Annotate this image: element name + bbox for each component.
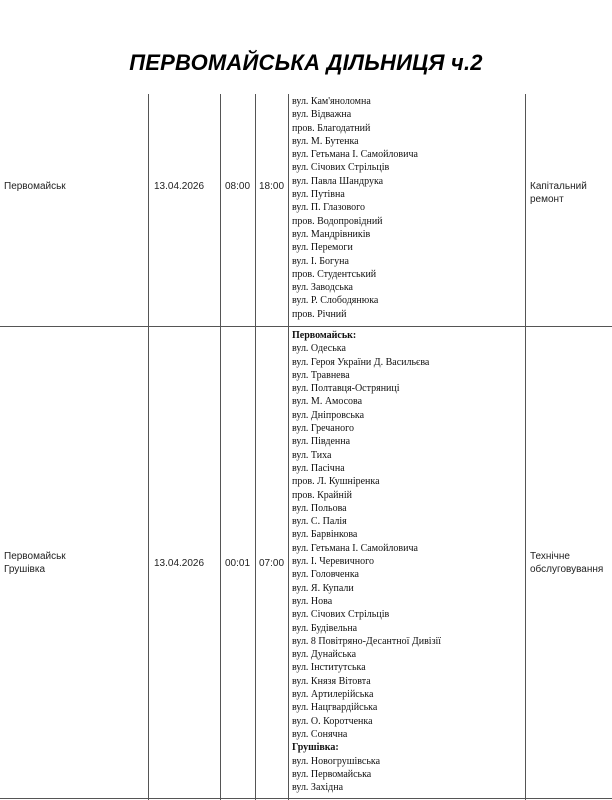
table-border xyxy=(148,94,149,800)
reason-cell xyxy=(530,550,610,576)
list-item: вул. Сонячна xyxy=(292,728,348,740)
list-item: вул. Новогрушівська xyxy=(292,755,381,767)
settlement-name: Грушівка xyxy=(4,564,46,575)
page-title: ПЕРВОМАЙСЬКА ДІЛЬНИЦЯ ч.2 xyxy=(129,50,483,75)
reason-line: ремонт xyxy=(530,194,564,205)
row-divider xyxy=(0,798,612,799)
row-divider xyxy=(0,326,612,327)
list-item: вул. Січових Стрільців xyxy=(292,609,390,621)
reason-line: Технічне xyxy=(530,551,570,562)
settlement-name: Первомайськ xyxy=(4,181,66,192)
reason-line: обслуговування xyxy=(530,564,604,575)
list-item: вул. Я. Купали xyxy=(292,582,354,594)
list-item: вул. Перемоги xyxy=(292,242,353,254)
list-item: вул. Гречаного xyxy=(292,423,354,435)
date-cell: 13.04.2026 xyxy=(154,558,205,569)
list-item: вул. І. Богуна xyxy=(292,255,349,267)
settlement-cell xyxy=(4,180,144,193)
list-item: вул. Інститутська xyxy=(292,662,366,674)
streets-list xyxy=(292,329,441,794)
list-item: вул. Артилерійська xyxy=(292,689,374,701)
list-item: вул. Заводська xyxy=(292,282,353,294)
settlement-heading: Грушівка: xyxy=(292,742,339,754)
list-item: вул. Павла Шандрука xyxy=(292,175,384,187)
list-item: вул. Будівельна xyxy=(292,622,358,634)
list-item: вул. Князя Вітовта xyxy=(292,675,371,687)
time-to-cell: 18:00 xyxy=(259,181,285,192)
list-item: вул. Тиха xyxy=(292,449,332,461)
list-item: вул. Відважна xyxy=(292,109,352,121)
list-item: вул. Гетьмана І. Самойловича xyxy=(292,149,418,161)
list-item: вул. Травнева xyxy=(292,369,350,381)
list-item: вул. Первомайська xyxy=(292,768,372,780)
list-item: вул. Пасічна xyxy=(292,462,345,474)
list-item: пров. Л. Кушніренка xyxy=(292,476,380,488)
reason-cell xyxy=(530,180,610,206)
reason-line: Капітальний xyxy=(530,181,587,192)
list-item: пров. Крайній xyxy=(292,489,353,501)
list-item: вул. П. Глазового xyxy=(292,202,366,214)
table-border xyxy=(220,94,221,800)
table-border xyxy=(255,94,256,800)
list-item: вул. Дунайська xyxy=(292,649,357,661)
list-item: вул. Путівна xyxy=(292,189,345,201)
list-item: вул. Нова xyxy=(292,595,333,607)
list-item: вул. Польова xyxy=(292,502,347,514)
table-border xyxy=(525,94,526,800)
list-item: вул. Р. Слободянюка xyxy=(292,295,379,307)
settlement-heading: Первомайськ: xyxy=(292,330,357,341)
list-item: вул. Полтавця-Остряниці xyxy=(292,383,400,395)
settlement-name: Первомайськ xyxy=(4,551,66,562)
list-item: вул. І. Черевичного xyxy=(292,556,374,568)
list-item: вул. Січових Стрільців xyxy=(292,162,390,174)
date-cell: 13.04.2026 xyxy=(154,181,205,192)
list-item: вул. Нацгвардійська xyxy=(292,702,378,714)
list-item: пров. Благодатний xyxy=(292,122,371,134)
list-item: вул. Південна xyxy=(292,436,351,448)
time-to-cell: 07:00 xyxy=(259,558,285,569)
list-item: пров. Водопровідний xyxy=(292,215,383,227)
list-item: вул. М. Бутенка xyxy=(292,135,359,147)
list-item: вул. Героя України Д. Васильєва xyxy=(292,356,430,368)
list-item: вул. Західна xyxy=(292,782,344,794)
list-item: вул. Кам'яноломна xyxy=(292,96,371,107)
list-item: вул. Барвінкова xyxy=(292,529,358,541)
time-from-cell: 08:00 xyxy=(225,181,251,192)
list-item: вул. Одеська xyxy=(292,343,346,355)
list-item: вул. Дніпровська xyxy=(292,409,365,421)
streets-list xyxy=(292,95,418,321)
list-item: вул. С. Палія xyxy=(292,516,347,528)
list-item: вул. 8 Повітряно-Десантної Дивізії xyxy=(292,635,442,647)
list-item: вул. М. Амосова xyxy=(292,396,363,408)
list-item: вул. Мандрівників xyxy=(292,228,371,240)
list-item: пров. Річний xyxy=(292,308,347,320)
list-item: вул. Гетьмана І. Самойловича xyxy=(292,542,418,554)
settlement-cell xyxy=(4,550,144,576)
table-border xyxy=(288,94,289,800)
list-item: вул. О. Коротченка xyxy=(292,715,373,727)
time-from-cell: 00:01 xyxy=(225,558,251,569)
list-item: вул. Головченка xyxy=(292,569,359,581)
list-item: пров. Студентський xyxy=(292,268,377,280)
